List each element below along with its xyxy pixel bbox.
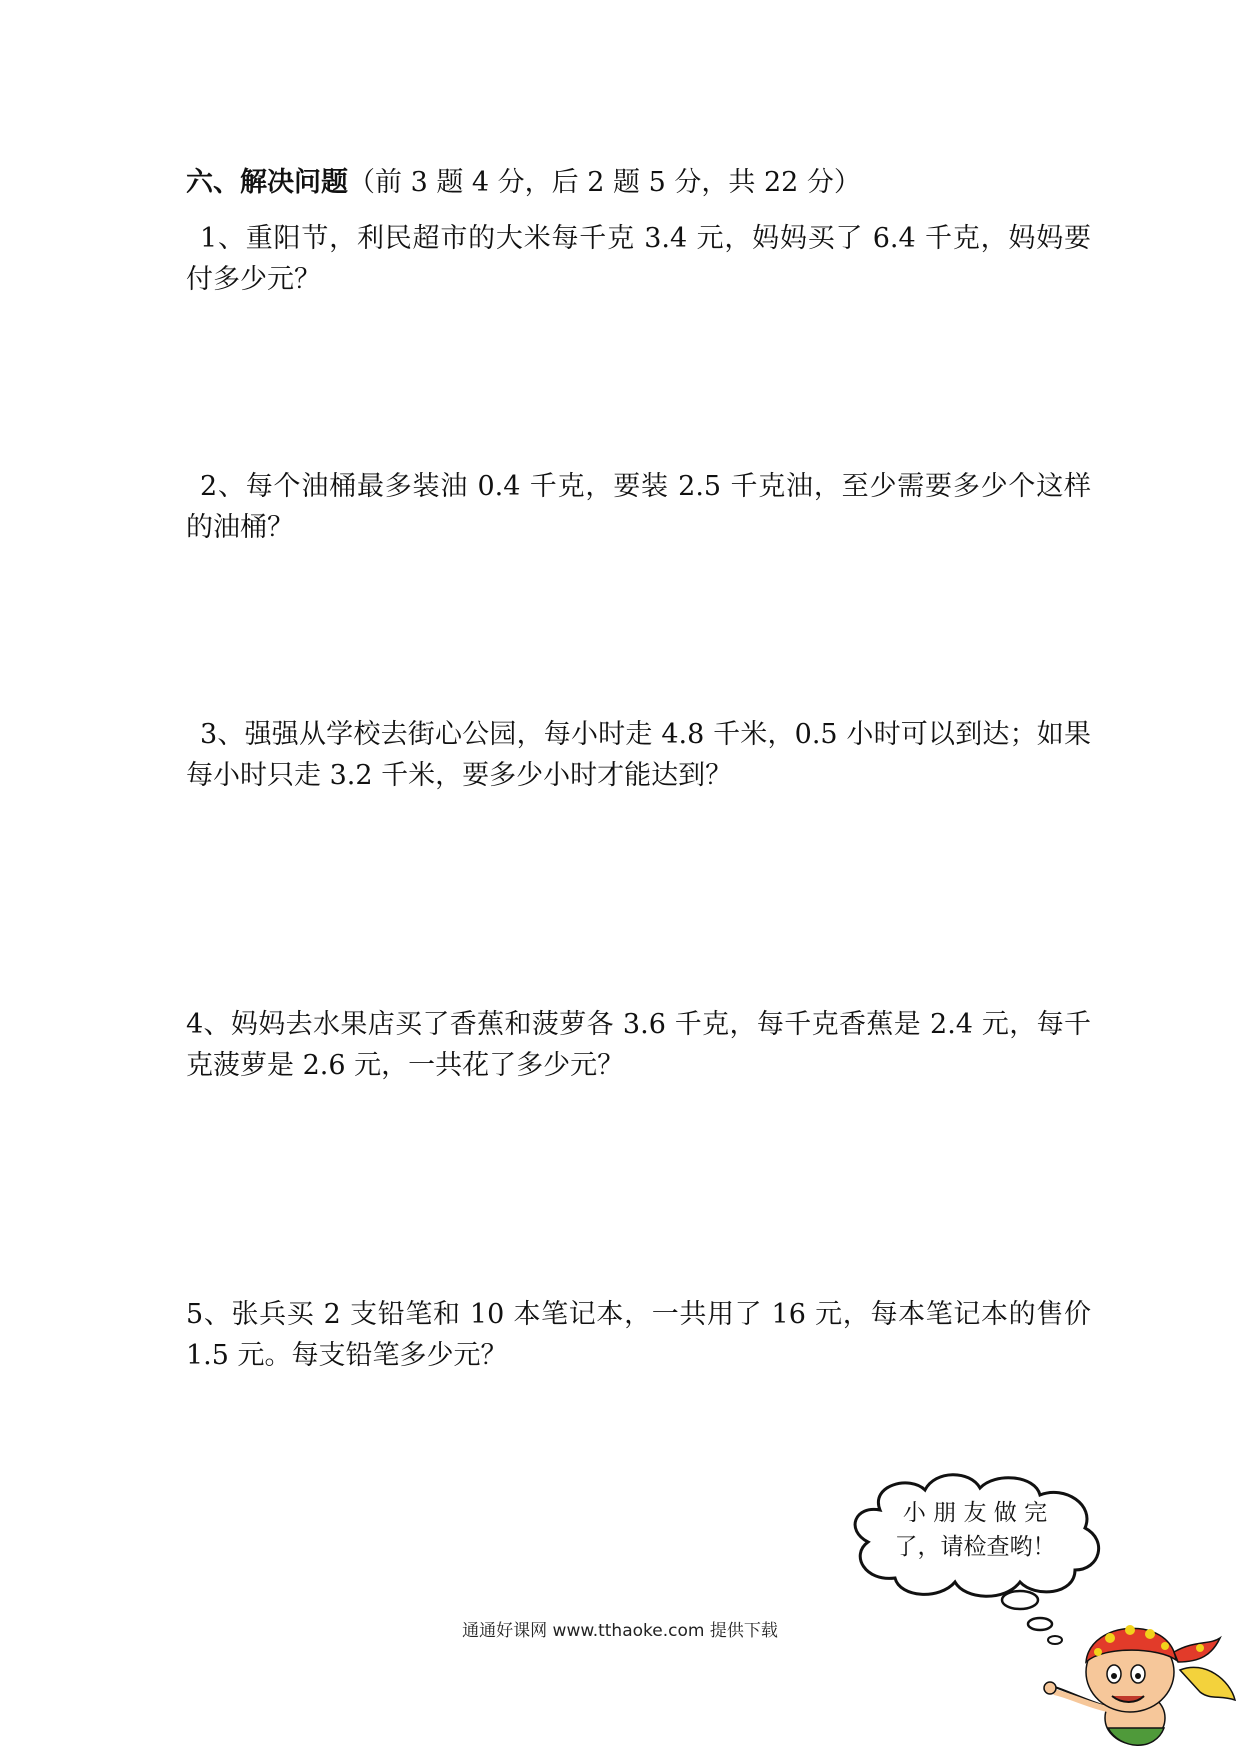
question-2: 2、每个油桶最多装油 0.4 千克，要装 2.5 千克油，至少需要多少个这样的油桶？ [186, 471, 1091, 543]
footer-credit: 通通好课网 www.tthaoke.com 提供下载 [462, 1621, 778, 1641]
section-title-main: 六、解决问题 [186, 167, 348, 198]
section-title-note: （前 3 题 4 分，后 2 题 5 分，共 22 分） [348, 167, 861, 198]
question-3: 3、强强从学校去街心公园，每小时走 4.8 千米，0.5 小时可以到达；如果每小时只走 3.2 千米，要多少小时才能达到？ [186, 719, 1091, 791]
bubble-line-2: 了，请检查哟！ [894, 1534, 1056, 1560]
question-5: 5、张兵买 2 支铅笔和 10 本笔记本，一共用了 16 元，每本笔记本的售价 1.5 元。每支铅笔多少元？ [186, 1299, 1091, 1371]
question-1: 1、重阳节，利民超市的大米每千克 3.4 元，妈妈买了 6.4 千克，妈妈要付多少元？ [186, 223, 1091, 295]
question-4: 4、妈妈去水果店买了香蕉和菠萝各 3.6 千克，每千克香蕉是 2.4 元，每千克菠萝是 2.6 元，一共花了多少元？ [186, 1009, 1091, 1081]
section-title [186, 160, 861, 199]
bubble-text [880, 1496, 1070, 1564]
bubble-line-1: 小 朋 友 做 完 [902, 1500, 1048, 1526]
